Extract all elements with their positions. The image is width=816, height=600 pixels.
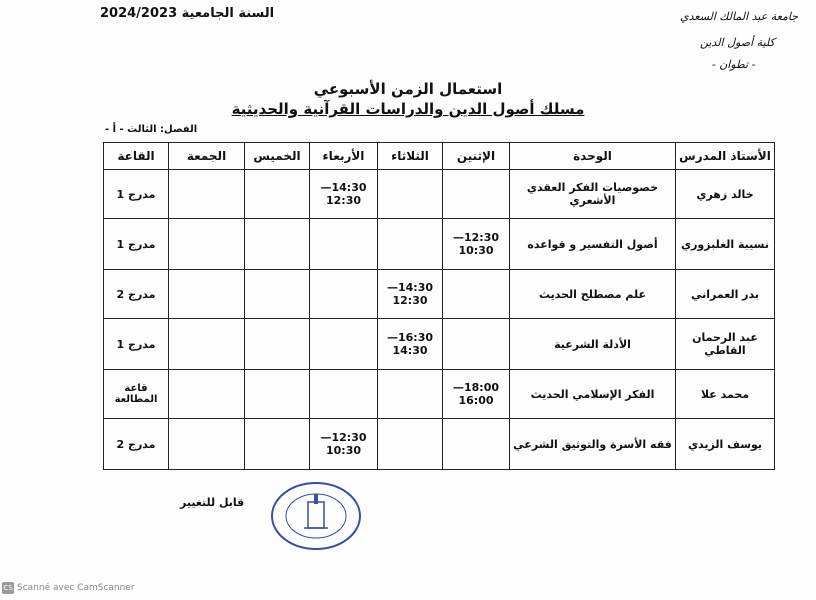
faculty-name: كلية أصول الدين: [700, 36, 775, 49]
subject-to-change-note: قابل للتغيير: [180, 496, 245, 509]
room-cell: مدرج 2: [104, 270, 169, 319]
teacher-cell: بدر العمراني: [676, 270, 775, 319]
tuesday-cell: [378, 419, 443, 470]
friday-cell: [169, 319, 245, 370]
room-cell: قاعة المطالعة: [104, 370, 169, 419]
friday-cell: [169, 170, 245, 219]
teacher-cell: يوسف الزيدي: [676, 419, 775, 470]
column-header: الأربعاء: [310, 143, 378, 170]
monday-cell: [443, 270, 510, 319]
table-row: [104, 370, 775, 419]
room-cell: مدرج 2: [104, 419, 169, 470]
friday-cell: [169, 219, 245, 270]
thursday-cell: [245, 170, 310, 219]
thursday-cell: [245, 419, 310, 470]
scanner-watermark: [2, 582, 135, 594]
wednesday-cell: [310, 319, 378, 370]
table-row: [104, 419, 775, 470]
table-row: [104, 270, 775, 319]
wednesday-cell: [310, 270, 378, 319]
friday-cell: [169, 370, 245, 419]
teacher-cell: نسيبة الغلبزوري: [676, 219, 775, 270]
wednesday-cell: 12:30—10:30: [310, 419, 378, 470]
table-row: [104, 319, 775, 370]
thursday-cell: [245, 319, 310, 370]
tuesday-cell: [378, 370, 443, 419]
room-cell: مدرج 1: [104, 170, 169, 219]
teacher-cell: خالد زهري: [676, 170, 775, 219]
camscanner-logo-icon: CS: [3, 584, 13, 592]
wednesday-cell: [310, 370, 378, 419]
module-cell: الفكر الإسلامي الحديث: [510, 370, 676, 419]
module-cell: أصول التفسير و قواعده: [510, 219, 676, 270]
room-cell: مدرج 1: [104, 319, 169, 370]
monday-cell: [443, 170, 510, 219]
column-header: الأستاذ المدرس: [676, 143, 775, 170]
column-header: الخميس: [245, 143, 310, 170]
column-header: الإثنين: [443, 143, 510, 170]
monday-cell: 12:30—10:30: [443, 219, 510, 270]
page-title: استعمال الزمن الأسبوعي: [313, 80, 503, 98]
tuesday-cell: 16:30—14:30: [378, 319, 443, 370]
table-header-row: [104, 143, 775, 170]
wednesday-cell: [310, 219, 378, 270]
teacher-cell: عبد الرحمان القاطي: [676, 319, 775, 370]
faculty-stamp-icon: [268, 480, 364, 552]
thursday-cell: [245, 370, 310, 419]
tuesday-cell: [378, 170, 443, 219]
monday-cell: [443, 419, 510, 470]
module-cell: فقه الأسرة والتوثيق الشرعي: [510, 419, 676, 470]
academic-year: السنة الجامعية 2024/2023: [100, 6, 275, 21]
room-cell: مدرج 1: [104, 219, 169, 270]
column-header: الثلاثاء: [378, 143, 443, 170]
teacher-cell: محمد علا: [676, 370, 775, 419]
page-subtitle: مسلك أصول الدين والدراسات القرآنية والحديثية: [231, 100, 585, 118]
module-cell: خصوصيات الفكر العقدي الأشعري: [510, 170, 676, 219]
module-cell: الأدلة الشرعية: [510, 319, 676, 370]
friday-cell: [169, 419, 245, 470]
monday-cell: 18:00—16:00: [443, 370, 510, 419]
monday-cell: [443, 319, 510, 370]
university-name: جامعة عبد المالك السعدي: [680, 10, 799, 23]
tuesday-cell: 14:30—12:30: [378, 270, 443, 319]
thursday-cell: [245, 270, 310, 319]
tuesday-cell: [378, 219, 443, 270]
table-row: [104, 170, 775, 219]
column-header: الجمعة: [169, 143, 245, 170]
table-row: [104, 219, 775, 270]
thursday-cell: [245, 219, 310, 270]
wednesday-cell: 14:30—12:30: [310, 170, 378, 219]
friday-cell: [169, 270, 245, 319]
city-name: - تطوان -: [712, 58, 756, 71]
column-header: القاعة: [104, 143, 169, 170]
scanner-label: Scanné avec CamScanner: [17, 583, 135, 593]
column-header: الوحدة: [510, 143, 676, 170]
module-cell: علم مصطلح الحديث: [510, 270, 676, 319]
semester-label: الفصل: الثالث - أ -: [105, 124, 198, 135]
timetable: [103, 142, 775, 470]
